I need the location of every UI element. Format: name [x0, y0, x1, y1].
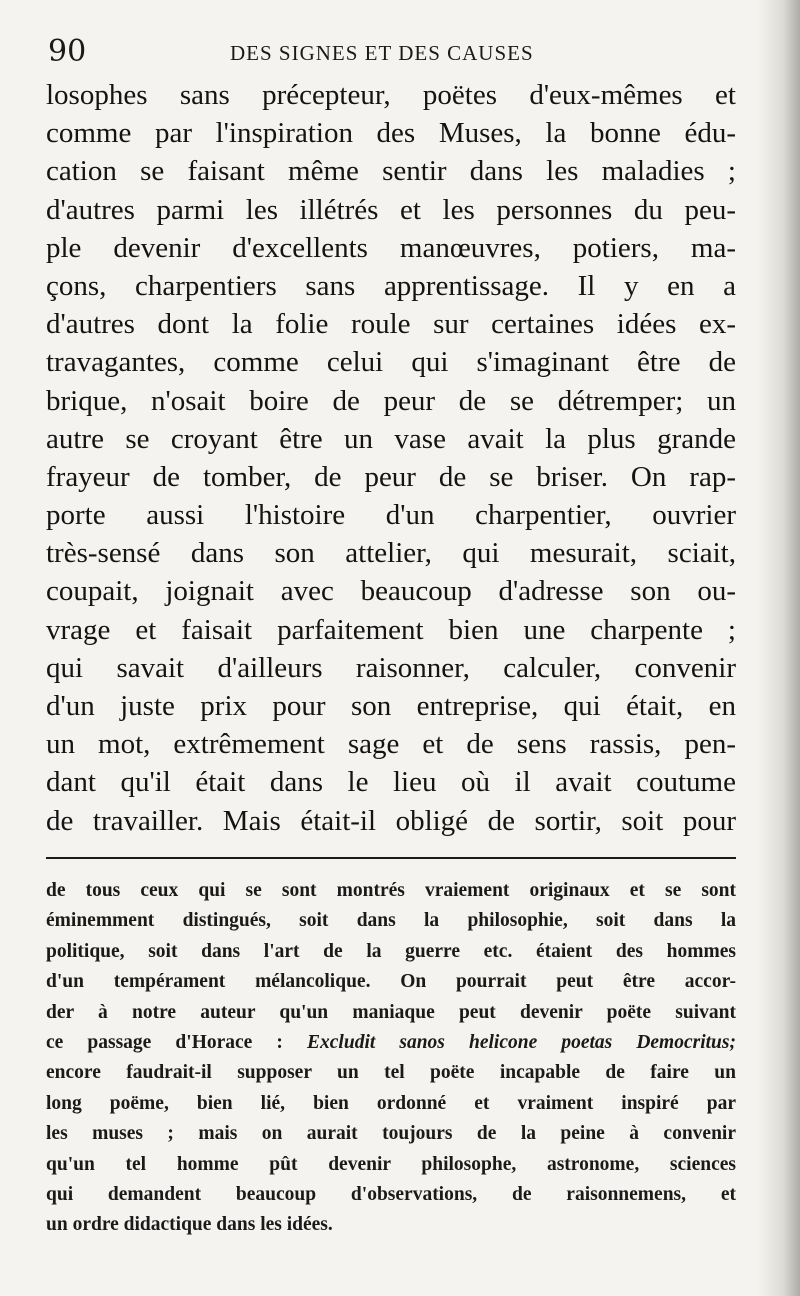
body-line: frayeur de tomber, de peur de se briser. On rap- [46, 460, 736, 493]
footnote-line: d'un tempérament mélancolique. On pourrait peut être accor- [46, 971, 736, 993]
footnote-line: éminemment distingués, soit dans la philosophie, soit dans la [46, 910, 736, 932]
footnote-line: encore faudrait-il supposer un tel poëte incapable de faire un [46, 1062, 736, 1084]
page-edge-shadow [758, 0, 800, 1296]
footnote-line: un ordre didactique dans les idées. [46, 1214, 333, 1236]
body-line: brique, n'osait boire de peur de se détremper; un [46, 384, 736, 417]
body-line: autre se croyant être un vase avait la plus grande [46, 422, 736, 455]
body-line: d'autres parmi les illétrés et les personnes du peu- [46, 193, 736, 226]
body-line: travagantes, comme celui qui s'imaginant être de [46, 346, 736, 379]
body-line: coupait, joignait avec beaucoup d'adresse son ou- [46, 575, 736, 608]
body-line: cation se faisant même sentir dans les maladies ; [46, 155, 736, 188]
body-line: comme par l'inspiration des Muses, la bonne édu- [46, 117, 736, 150]
body-line: çons, charpentiers sans apprentissage. Il y en a [46, 269, 736, 302]
body-line: d'un juste prix pour son entreprise, qui était, en [46, 690, 736, 722]
footnote-line: politique, soit dans l'art de la guerre etc. étaient des hommes [46, 940, 736, 962]
footnote-line: de tous ceux qui se sont montrés vraiement originaux et se sont [46, 880, 736, 901]
body-line: ple devenir d'excellents manœuvres, potiers, ma- [46, 231, 736, 264]
body-line: très-sensé dans son attelier, qui mesurait, sciait, [46, 537, 736, 570]
footnote-line: long poëme, bien lié, bien ordonné et vraiment inspiré par [46, 1092, 736, 1114]
body-line: vrage et faisait parfaitement bien une charpente ; [46, 613, 736, 646]
body-line: de travailler. Mais était-il obligé de sortir, soit pour [46, 804, 736, 837]
body-line: qui savait d'ailleurs raisonner, calculer, convenir [46, 651, 736, 684]
body-line: dant qu'il était dans le lieu où il avait coutume [46, 766, 736, 799]
footnote-quote-line [46, 1028, 736, 1058]
footnote-line: qui demandent beaucoup d'observations, de raisonnemens, et [46, 1183, 736, 1205]
running-title: DES SIGNES ET DES CAUSES [230, 41, 534, 65]
body-line: un mot, extrêmement sage et de sens rassis, pen- [46, 728, 736, 761]
footnote-line: les muses ; mais on aurait toujours de la peine à convenir [46, 1123, 736, 1145]
page-header [44, 34, 734, 74]
footnote-line: qu'un tel homme pût devenir philosophe, astronome, sciences [46, 1153, 736, 1175]
footnote-quote-prefix: ce passage d'Horace : [46, 1031, 308, 1053]
page-number: 90 [48, 34, 87, 69]
body-line: porte aussi l'histoire d'un charpentier, ouvrier [46, 499, 736, 532]
footnote-line: der à notre auteur qu'un maniaque peut devenir poëte suivant [46, 1001, 736, 1023]
body-text [46, 76, 736, 840]
body-line: d'autres dont la folie roule sur certaines idées ex- [46, 308, 736, 341]
body-line: losophes sans précepteur, poëtes d'eux-mêmes et [46, 79, 736, 111]
footnote-divider [46, 857, 736, 859]
horace-quotation: Excludit sanos helicone poetas Democritus; [307, 1031, 736, 1053]
footnote [46, 876, 736, 1241]
